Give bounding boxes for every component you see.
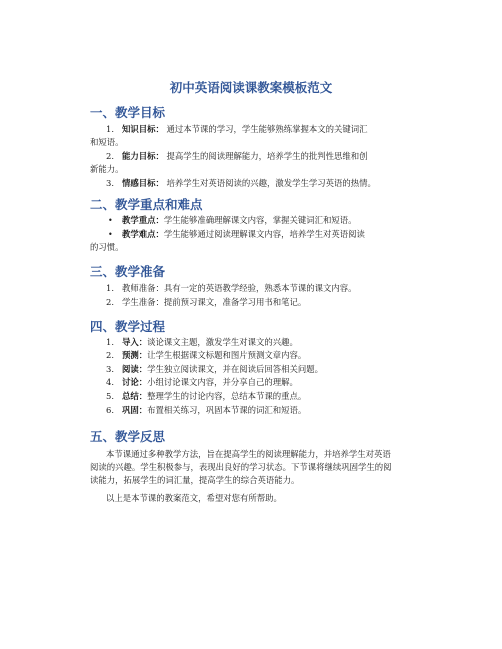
item-label: 讨论： (122, 377, 148, 387)
list-item (122, 229, 365, 240)
item-label: 阅读： (122, 364, 148, 374)
paragraph-line: 读能力，拓展学生的词汇量，提高学生的综合英语能力。 (90, 475, 300, 485)
list-item (122, 391, 306, 402)
item-label: 情感目标： (122, 178, 164, 188)
item-text: 整理学生的讨论内容，总结本节课的重点。 (147, 391, 307, 401)
list-item (122, 337, 298, 348)
item-text: 谈论课文主题，激发学生对课文的兴趣。 (147, 337, 298, 347)
list-item (122, 151, 368, 162)
list-item (122, 405, 306, 416)
item-number: 2. (106, 151, 114, 161)
item-number: 6. (106, 405, 114, 415)
item-number: 3. (106, 178, 114, 188)
item-label: 预测： (122, 350, 148, 360)
list-item (122, 124, 368, 135)
section-heading-reflection: 五、教学反思 (90, 429, 166, 444)
item-label: 教学难点： (122, 229, 164, 239)
item-number: 4. (106, 377, 114, 387)
item-text-continued: 的习惯。 (90, 242, 124, 252)
bullet-icon: • (108, 216, 113, 225)
item-number: 3. (106, 364, 114, 374)
paragraph-line: 阅读的兴趣。学生积极参与，表现出良好的学习状态。下节课将继续巩固学生的阅 (90, 462, 392, 472)
section-heading-objectives: 一、教学目标 (90, 105, 166, 120)
item-text: 学生能够通过阅读理解课文内容，培养学生对英语阅读 (163, 229, 365, 239)
item-text: 小组讨论课文内容，并分享自己的理解。 (147, 377, 298, 387)
list-item (122, 377, 298, 388)
section-heading-preparation: 三、教学准备 (90, 264, 166, 279)
section-heading-key-points: 二、教学重点和难点 (90, 197, 203, 212)
bullet-icon: • (108, 230, 113, 239)
item-label: 教学重点： (122, 215, 164, 225)
item-number: 2. (106, 350, 114, 360)
section-heading-process: 四、教学过程 (90, 319, 166, 334)
list-item: 学生准备：提前预习课文，准备学习用书和笔记。 (122, 297, 307, 307)
item-text: 让学生根据课文标题和图片预测文章内容。 (147, 350, 307, 360)
item-number: 1. (106, 283, 114, 293)
item-text-continued: 和短语。 (90, 137, 124, 147)
item-label: 总结： (122, 391, 148, 401)
item-text: 提高学生的阅读理解能力，培养学生的批判性思维和创 (166, 151, 368, 161)
closing-line: 以上是本节课的教案范文，希望对您有所帮助。 (106, 493, 282, 503)
item-label: 导入： (122, 337, 148, 347)
list-item (122, 364, 323, 375)
list-item: 教师准备：具有一定的英语教学经验，熟悉本节课的课文内容。 (122, 283, 357, 293)
item-number: 2. (106, 297, 114, 307)
item-number: 1. (106, 337, 114, 347)
item-text: 布置相关练习，巩固本节课的词汇和短语。 (147, 405, 307, 415)
list-item (122, 350, 306, 361)
item-label: 能力目标： (122, 151, 164, 161)
document-title: 初中英语阅读课教案模板范文 (169, 80, 333, 95)
item-text: 通过本节课的学习，学生能够熟练掌握本文的关键词汇 (166, 124, 368, 134)
item-text: 学生能够准确理解课文内容，掌握关键词汇和短语。 (163, 215, 357, 225)
item-label: 巩固： (122, 405, 148, 415)
list-item (122, 215, 357, 226)
item-number: 1. (106, 124, 114, 134)
item-text-continued: 新能力。 (90, 164, 124, 174)
list-item (122, 178, 376, 189)
item-label: 知识目标： (122, 124, 164, 134)
item-number: 5. (106, 391, 114, 401)
paragraph-line: 本节课通过多种教学方法，旨在提高学生的阅读理解能力，并培养学生对英语 (106, 449, 391, 459)
item-text: 培养学生对英语阅读的兴趣，激发学生学习英语的热情。 (166, 178, 376, 188)
item-text: 学生独立阅读课文，并在阅读后回答相关问题。 (147, 364, 323, 374)
